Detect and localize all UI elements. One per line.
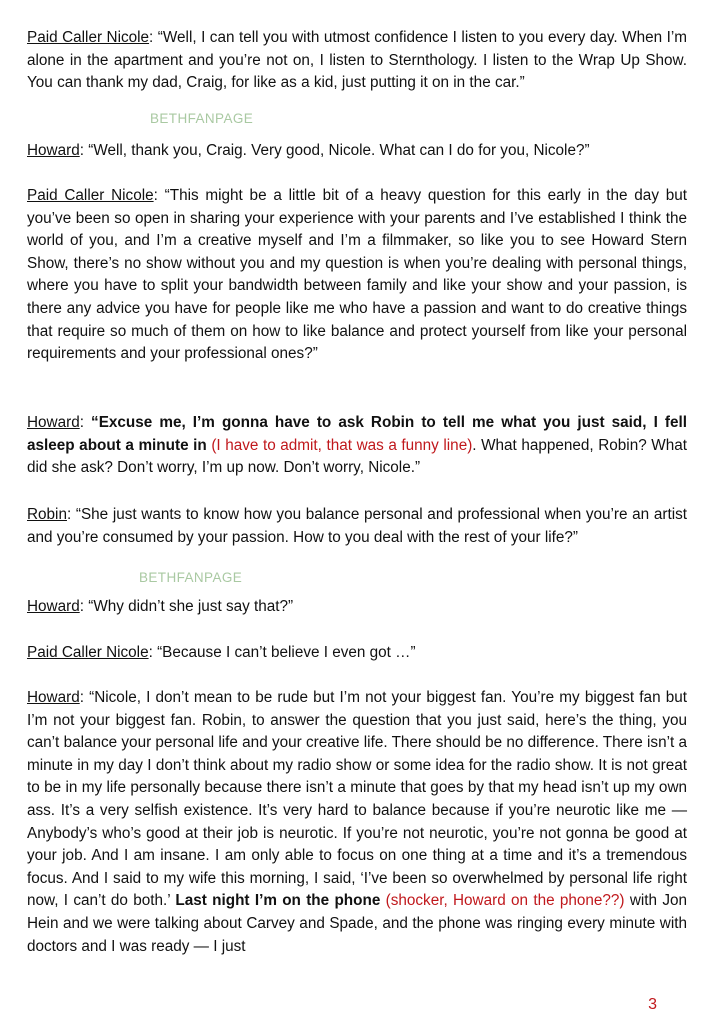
bold-quote: Last night I’m on the phone — [175, 892, 381, 910]
speaker-label: Howard — [27, 414, 80, 431]
bold-quote: “Excuse me, I’m gonna have to ask Robin to tell me what you just said, I fell asleep about a minute in — [27, 414, 687, 454]
paragraph-howard-3 — [27, 596, 687, 619]
quote-text: : “Well, thank you, Craig. Very good, Nicole. What can I do for you, Nicole?” — [79, 142, 590, 159]
speaker-label: Paid Caller Nicole — [27, 187, 154, 204]
quote-tail: with Jon Hein and we were talking about Carvey and Spade, and the phone was ringing every minute with doctors and I was ready — I just — [27, 892, 687, 955]
speaker-label: Paid Caller Nicole — [27, 29, 150, 46]
quote-text: : “She just wants to know how you balance personal and professional when you’re an artist and you’re consumed by your passion. How to you deal with the rest of your life?” — [27, 506, 687, 546]
quote-prefix: : — [79, 414, 92, 431]
speaker-label: Howard — [27, 598, 80, 615]
quote-text: : “Why didn’t she just say that?” — [79, 598, 294, 615]
quote-text: : “Because I can’t believe I even got …” — [148, 644, 416, 661]
paragraph-howard-4 — [27, 687, 687, 958]
quote-text: : “Well, I can tell you with utmost confidence I listen to you every day. When I’m alone in the apartment and you’re not on, I listen to Sternthology. I listen to the Wrap Up Show. You can thank my dad, Craig, for like as a kid, just putting it on in the car.” — [27, 29, 687, 92]
speaker-label: Howard — [27, 142, 80, 159]
page-number: 3 — [648, 996, 657, 1013]
speaker-label: Paid Caller Nicole — [27, 644, 149, 661]
paragraph-nicole-1 — [27, 27, 687, 95]
red-annotation: (shocker, Howard on the phone??) — [385, 892, 625, 910]
watermark: BETHFANPAGE — [139, 570, 243, 585]
paragraph-howard-2 — [27, 412, 687, 480]
paragraph-nicole-3 — [27, 642, 687, 665]
speaker-label: Robin — [27, 506, 67, 523]
paragraph-robin — [27, 504, 687, 549]
quote-text: . What happened, Robin? What did she ask? Don’t worry, I’m up now. Don’t worry, Nicole.” — [27, 436, 687, 477]
watermark: BETHFANPAGE — [150, 111, 254, 126]
quote-text: : “This might be a little bit of a heavy question for this early in the day but you’ve been so open in sharing your experience with your parents and I’ve established I think the world of you, and I’m a creative myself and I’m a filmmaker, so like you to see Howard Stern Show, there’s no show without you and my question is when you’re dealing with personal things, where you have to split your bandwidth between family and like your show and your passion, is there any advice you have for people like me who have a passion and want to do creative things that require so much of them on how to like balance and protect yourself from like your personal requirements and your professional ones?” — [27, 187, 687, 363]
paragraph-nicole-2 — [27, 185, 687, 366]
speaker-label: Howard — [27, 689, 80, 706]
red-annotation: (I have to admit, that was a funny line) — [211, 436, 473, 454]
paragraph-howard-1 — [27, 140, 687, 163]
quote-text: : “Nicole, I don’t mean to be rude but I’m not your biggest fan. You’re my biggest fan but I’m not your biggest fan. Robin, to answer the question that you just said, here’s the thing, you can’t balance your personal life and your creative life. There should be no difference. There isn’t a minute in my day I don’t think about my radio show or some idea for the radio show. It is not great to be in my life personally because there isn’t a minute that goes by that my head isn’t up my own ass. It’s a very selfish existence. It’s very hard to balance because if you’re neurotic like me — Anybody’s who’s good at their job is neurotic. If you’re not neurotic, you’re not gonna be good at your job. And I am insane. I am only able to focus on one thing at a time and it’s a tremendous focus. And I said to my wife this morning, I said, ‘I’ve been so overwhelmed by personal life right now, I can’t do both.’ — [27, 689, 687, 910]
